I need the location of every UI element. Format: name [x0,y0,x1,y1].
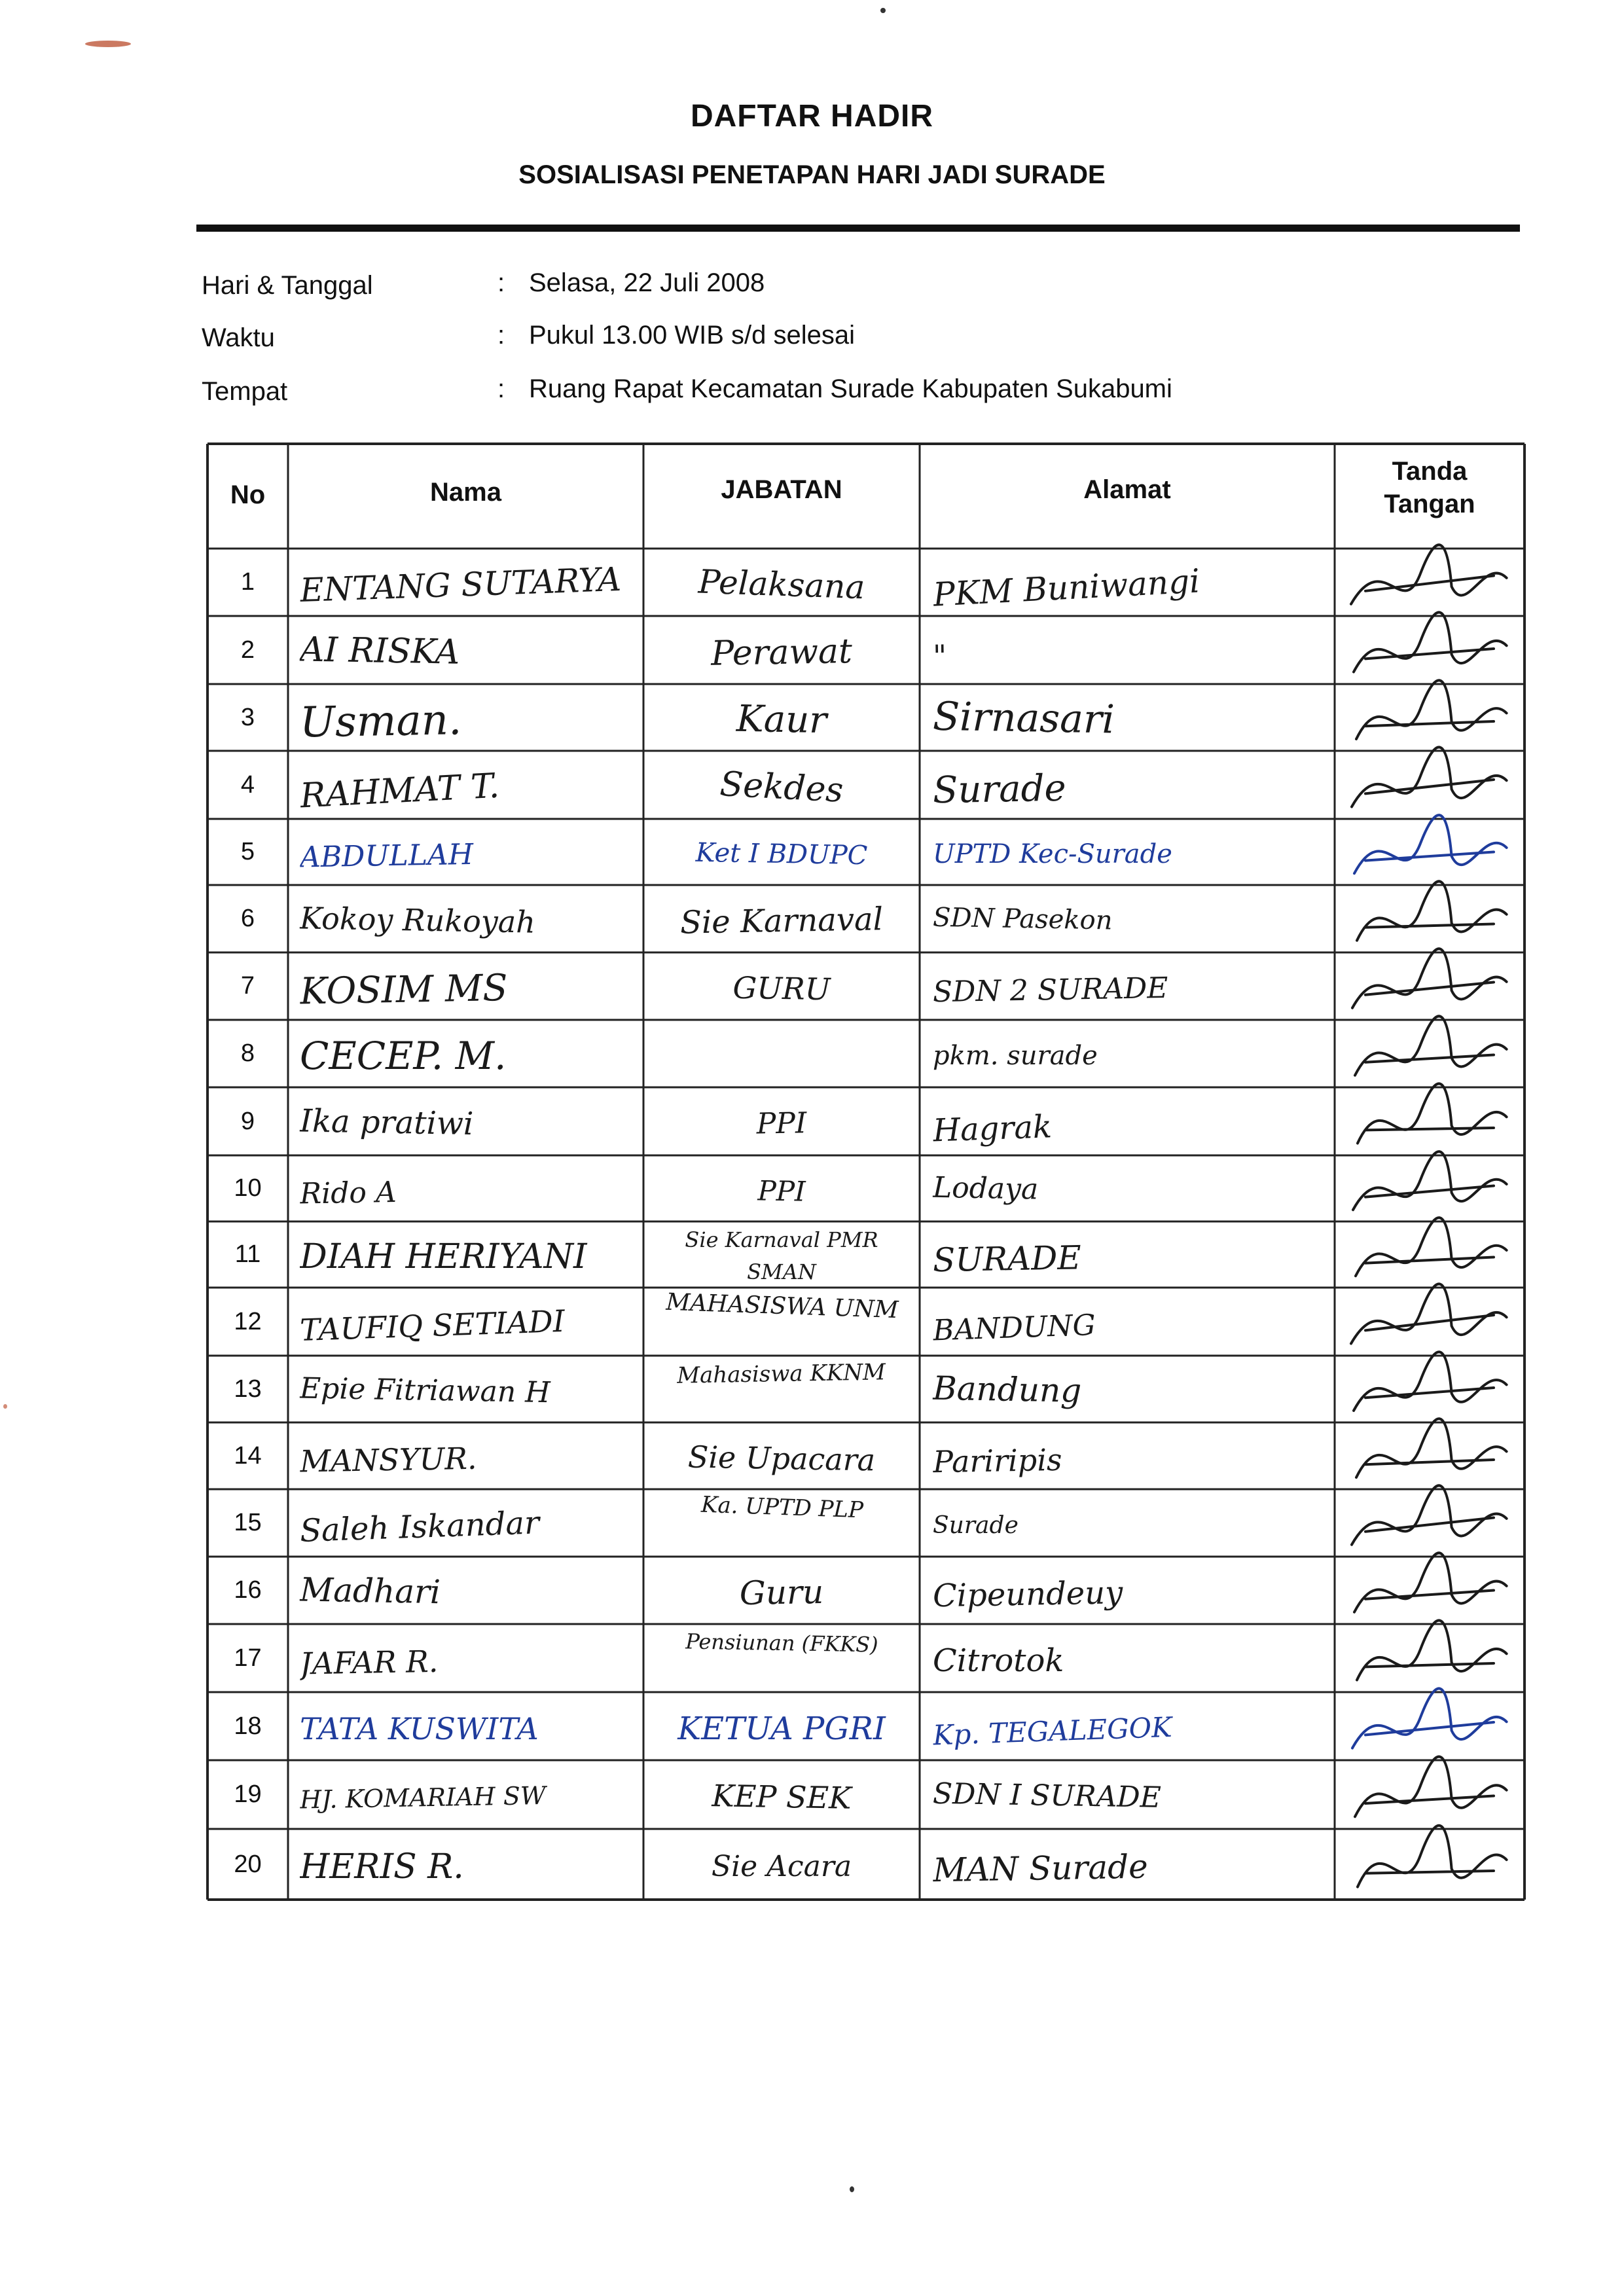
attendee-name: ABDULLAH [299,837,474,875]
time-colon: : [497,321,505,350]
attendee-position: Perawat [710,632,853,674]
attendee-address: PKM Buniwangi [931,562,1201,614]
attendee-position: Sie Karnaval PMR SMAN [685,1227,878,1284]
attendee-name: JAFAR R. [299,1643,439,1682]
attendee-address: Kp. TEGALEGOK [932,1710,1173,1752]
row-number: 12 [234,1308,262,1335]
attendee-position: Ket I BDUPC [695,837,868,871]
attendee-position: PPI [756,1106,807,1141]
row-number: 2 [240,636,255,664]
row-number: 5 [240,838,255,865]
attendee-address: Hagrak [932,1108,1053,1149]
attendee-address: Sirnasari [932,693,1115,743]
attendee-name: Saleh Iskandar [299,1504,540,1550]
attendee-name: Rido A [299,1175,397,1211]
row-number: 19 [234,1780,262,1808]
attendee-position: Mahasiswa KKNM [676,1359,886,1389]
attendee-position: GURU [732,969,831,1007]
header-alamat: Alamat [1083,475,1171,504]
date-label: Hari & Tanggal [202,271,373,300]
header-tanda: Tanda [1392,457,1468,486]
attendee-name: Epie Fitriawan H [299,1371,551,1410]
attendee-address: Citrotok [933,1642,1064,1679]
attendee-name: CECEP. M. [300,1034,507,1078]
row-number: 6 [240,905,255,932]
attendee-position: Pelaksana [697,562,866,607]
row-number: 13 [234,1375,262,1403]
row-number: 18 [234,1712,262,1740]
row-number: 11 [234,1240,261,1268]
attendee-address: BANDUNG [932,1308,1096,1348]
attendee-position: Sekdes [719,765,844,810]
attendee-name: MANSYUR. [299,1440,477,1479]
attendee-address: Surade [933,1512,1019,1539]
row-number: 16 [234,1576,262,1604]
row-number: 8 [240,1039,255,1067]
attendee-address: pkm. surade [933,1041,1098,1071]
attendee-name: Madhari [299,1570,441,1612]
scan-dot [850,2186,854,2192]
attendee-name: HJ. KOMARIAH SW [299,1780,547,1815]
attendee-address: SDN Pasekon [932,902,1113,936]
attendee-position: Pensiunan (FKKS) [685,1629,878,1657]
scan-dot [3,1404,7,1409]
attendee-name: Kokoy Rukoyah [299,900,536,940]
attendee-position: MAHASISWA UNM [665,1288,899,1324]
attendee-position: Sie Upacara [687,1439,876,1478]
attendee-name: ENTANG SUTARYA [299,560,622,610]
attendee-name: AI RISKA [299,630,460,672]
attendee-name: RAHMAT T. [298,766,501,816]
attendee-position [647,1022,916,1090]
attendee-position: KETUA PGRI [677,1710,886,1747]
row-number: 14 [234,1442,262,1470]
time-label: Waktu [202,323,275,352]
attendee-address: MAN Surade [932,1847,1149,1890]
scan-mark [85,41,131,47]
row-number: 9 [240,1108,255,1135]
attendee-address: SURADE [932,1238,1082,1280]
attendee-name: HERIS R. [300,1847,464,1887]
attendee-name: DIAH HERIYANI [300,1237,587,1276]
attendee-position: Kaur [736,697,827,742]
row-number: 3 [240,704,255,731]
time-value: Pukul 13.00 WIB s/d selesai [529,321,856,350]
attendee-position: Sie Acara [711,1850,852,1883]
attendance-table [208,444,1525,1900]
attendee-name: Ika pratiwi [299,1102,474,1143]
attendee-address: " [932,638,947,674]
header-rule [196,225,1520,232]
attendee-position: KEP SEK [712,1778,852,1816]
date-value: Selasa, 22 Juli 2008 [529,268,765,297]
attendee-position: Ka. UPTD PLP [700,1491,864,1524]
signature [1338,1819,1521,1909]
attendee-position: Sie Karnaval [679,901,884,941]
header-no: No [230,480,266,509]
attendee-address: Pariripis [932,1441,1062,1480]
header-nama: Nama [430,478,501,507]
document-subtitle: SOSIALISASI PENETAPAN HARI JADI SURADE [518,160,1106,189]
row-number: 17 [234,1644,262,1672]
attendee-name: TATA KUSWITA [300,1711,539,1746]
attendee-name: TAUFIQ SETIADI [299,1303,566,1348]
row-number: 10 [234,1174,262,1202]
attendee-address: Cipeundeuy [932,1574,1123,1615]
attendee-position: Guru [739,1572,824,1613]
row-number: 15 [234,1509,262,1536]
scan-dot [880,8,886,13]
row-number: 1 [240,568,255,596]
place-value: Ruang Rapat Kecamatan Surade Kabupaten Sukabumi [529,374,1172,403]
row-number: 20 [234,1851,262,1878]
attendee-address: Surade [932,767,1067,812]
date-colon: : [497,268,505,297]
attendee-name: Usman. [299,696,462,748]
header-tangan: Tangan [1384,490,1475,518]
attendee-address: SDN 2 SURADE [932,971,1168,1009]
attendee-address: Bandung [932,1369,1082,1410]
row-number: 7 [240,972,255,1000]
row-number: 4 [240,771,255,799]
document-title: DAFTAR HADIR [690,99,934,134]
attendee-address: UPTD Kec-Surade [933,839,1172,869]
attendee-address: SDN I SURADE [932,1777,1162,1815]
attendee-position: PPI [757,1174,806,1208]
header-jabatan: JABATAN [721,475,842,504]
place-label: Tempat [202,377,288,406]
attendee-name: KOSIM MS [299,966,509,1013]
attendee-address: Lodaya [932,1170,1039,1206]
place-colon: : [497,374,505,403]
